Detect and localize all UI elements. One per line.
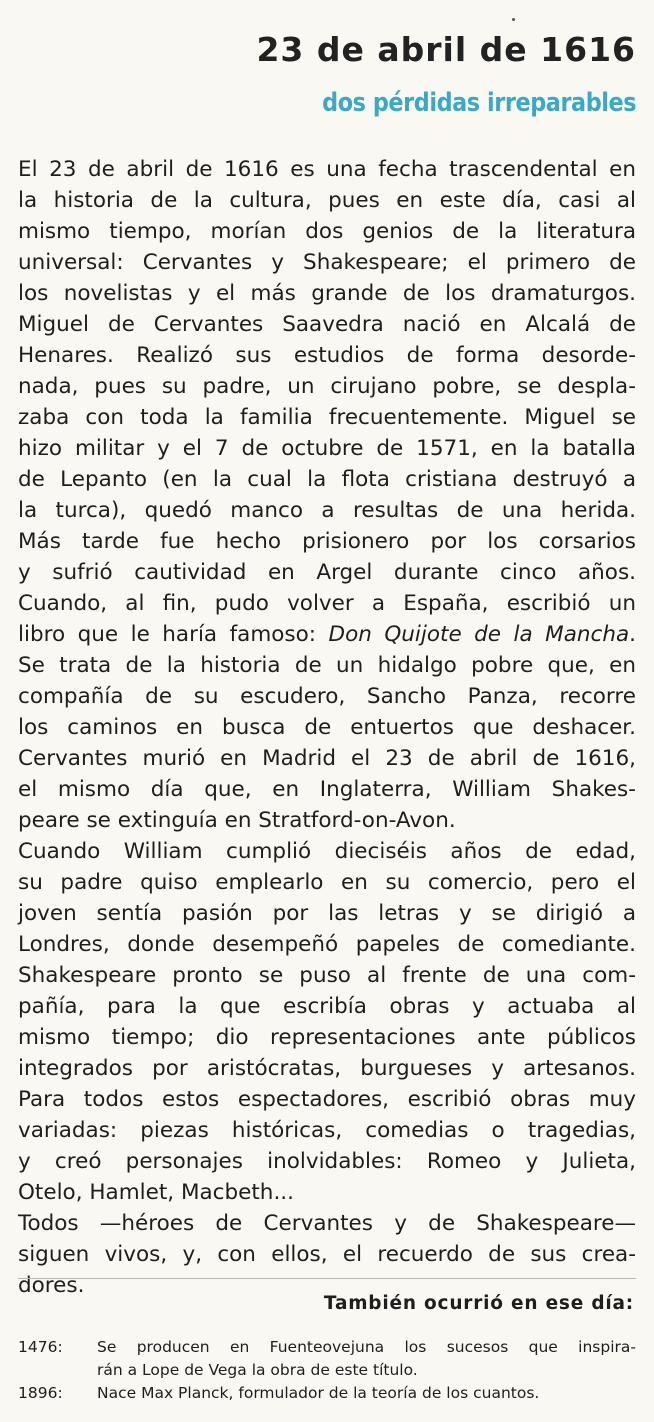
book-title: Don Quijote de la Mancha xyxy=(328,622,630,647)
article-line xyxy=(18,836,636,867)
article-line xyxy=(18,1053,636,1084)
article-line-text: zaba con toda la familia frecuentemente. Miguel se xyxy=(18,405,636,430)
article-line xyxy=(18,216,636,247)
article-line-text: el mismo día que, en Inglaterra, William Shakes- xyxy=(18,777,636,802)
article-line-text: Para todos estos espectadores, escribió obras muy xyxy=(18,1087,636,1112)
article-line-text: Henares. Realizó sus estudios de forma desorde- xyxy=(18,343,636,368)
print-speck xyxy=(512,18,515,21)
event-description-line: Nace Max Planck, formulador de la teoría de los cuantos. xyxy=(97,1384,540,1402)
article-line-text: Más tarde fue hecho prisionero por los corsarios xyxy=(18,529,636,554)
article-line-text: los caminos en busca de entuertos que deshacer. xyxy=(18,715,636,740)
article-line-text: Cuando William cumplió dieciséis años de edad, xyxy=(18,839,636,864)
article-line xyxy=(18,743,636,774)
article-line-text: joven sentía pasión por las letras y se dirigió a xyxy=(18,901,636,926)
article-line xyxy=(18,588,636,619)
article-line-text: pañía, para la que escribía obras y actuaba al xyxy=(18,994,636,1019)
article-line xyxy=(18,960,636,991)
page-title: 23 de abril de 1616 xyxy=(256,30,636,69)
article-line xyxy=(18,1146,636,1177)
article-line-text: y creó personajes inolvidables: Romeo y Julieta, xyxy=(18,1149,636,1174)
article-line-text: compañía de su escudero, Sancho Panza, recorre xyxy=(18,684,636,709)
article-line xyxy=(18,805,636,836)
section-divider xyxy=(18,1278,636,1279)
article-line xyxy=(18,464,636,495)
events-heading: También ocurrió en ese día: xyxy=(323,1293,634,1314)
article-line xyxy=(18,650,636,681)
article-line xyxy=(18,712,636,743)
article-line xyxy=(18,681,636,712)
article-line xyxy=(18,619,636,650)
article-line-text: Se trata de la historia de un hidalgo pobre que, en xyxy=(18,653,636,678)
article-line-text: mismo tiempo, morían dos genios de la literatura xyxy=(18,219,636,244)
event-item xyxy=(18,1336,636,1382)
article-line-text: Shakespeare pronto se puso al frente de una com- xyxy=(18,963,636,988)
article-line xyxy=(18,1208,636,1239)
article-line xyxy=(18,557,636,588)
article-line xyxy=(18,433,636,464)
article-line-text: Londres, donde desempeñó papeles de comediante. xyxy=(18,932,636,957)
event-description-line: rán a Lope de Vega la obra de este título. xyxy=(97,1361,418,1379)
article-line xyxy=(18,278,636,309)
events-list xyxy=(18,1336,636,1405)
article-line xyxy=(18,247,636,278)
article-line xyxy=(18,991,636,1022)
article-line-text: Todos —héroes de Cervantes y de Shakespeare— xyxy=(18,1211,636,1236)
article-line-text: universal: Cervantes y Shakespeare; el primero de xyxy=(18,250,636,275)
article-line xyxy=(18,1177,636,1208)
article-line-text: la turca), quedó manco a resultas de una herida. xyxy=(18,498,636,523)
article-line-text: El 23 de abril de 1616 es una fecha trascendental en xyxy=(18,157,636,182)
article-line-text: siguen vivos, y, con ellos, el recuerdo de sus crea- xyxy=(18,1242,636,1267)
article-line-text: nada, pues su padre, un cirujano pobre, se despla- xyxy=(18,374,636,399)
article-line xyxy=(18,898,636,929)
article-line-text: peare se extinguía en Stratford-on-Avon. xyxy=(18,808,456,833)
article-line xyxy=(18,371,636,402)
article-line-text: su padre quiso emplearlo en su comercio, pero el xyxy=(18,870,636,895)
article-line xyxy=(18,495,636,526)
article-line xyxy=(18,402,636,433)
article-line xyxy=(18,1115,636,1146)
article-line-text: la historia de la cultura, pues en este día, casi al xyxy=(18,188,636,213)
article-line xyxy=(18,154,636,185)
article-line-text: y sufrió cautividad en Argel durante cinco años. xyxy=(18,560,636,585)
article-line xyxy=(18,309,636,340)
article-line-text: Cuando, al fin, pudo volver a España, escribió un xyxy=(18,591,636,616)
article-line-text: Otelo, Hamlet, Macbeth... xyxy=(18,1180,294,1205)
article-line xyxy=(18,774,636,805)
article-line-text: Cervantes murió en Madrid el 23 de abril de 1616, xyxy=(18,746,636,771)
article-line-text: dores. xyxy=(18,1273,85,1298)
article-line-text: variadas: piezas históricas, comedias o tragedias, xyxy=(18,1118,636,1143)
article-line xyxy=(18,929,636,960)
article-line-text: Miguel de Cervantes Saavedra nació en Alcalá de xyxy=(18,312,636,337)
article-line-text: hizo militar y el 7 de octubre de 1571, en la batalla xyxy=(18,436,636,461)
article-line xyxy=(18,1239,636,1270)
article-line-text: mismo tiempo; dio representaciones ante públicos xyxy=(18,1025,636,1050)
page-subtitle: dos pérdidas irreparables xyxy=(321,88,636,118)
event-year: 1896: xyxy=(18,1384,63,1402)
article-line xyxy=(18,867,636,898)
event-item xyxy=(18,1382,636,1405)
article-line xyxy=(18,185,636,216)
article-line-text: integrados por aristócratas, burgueses y artesanos. xyxy=(18,1056,636,1081)
article-body xyxy=(18,154,636,1301)
event-description xyxy=(97,1336,636,1382)
article-line xyxy=(18,1084,636,1115)
article-line-text: los novelistas y el más grande de los dramaturgos. xyxy=(18,281,636,306)
event-description xyxy=(97,1382,636,1405)
article-line-punctuation: . xyxy=(629,622,636,647)
article-line xyxy=(18,340,636,371)
article-line xyxy=(18,1022,636,1053)
event-description-line: Se producen en Fuenteovejuna los sucesos que inspira- xyxy=(97,1338,636,1356)
article-line-text: libro que le haría famoso: xyxy=(18,622,329,647)
article-line-text: de Lepanto (en la cual la flota cristiana destruyó a xyxy=(18,467,636,492)
article-line xyxy=(18,526,636,557)
event-year: 1476: xyxy=(18,1338,63,1356)
